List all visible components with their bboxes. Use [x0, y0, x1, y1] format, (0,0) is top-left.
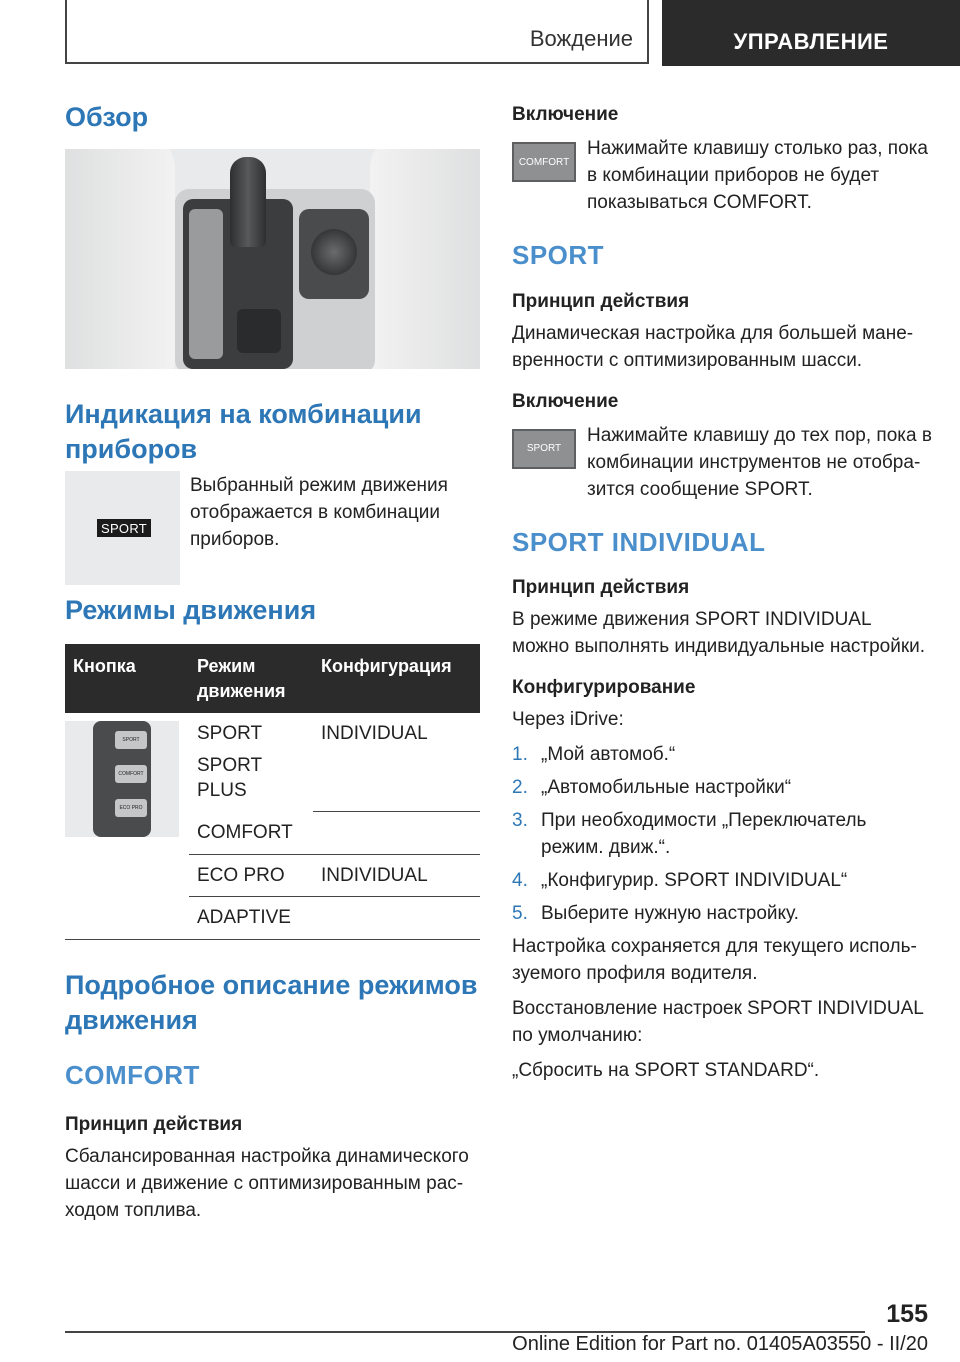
comfort-enable-label: Включение	[512, 104, 619, 125]
comfort-enable-block	[512, 136, 932, 217]
config-adaptive	[313, 897, 480, 939]
page-number: 155	[886, 1300, 928, 1328]
mode-adaptive: ADAPTIVE	[197, 907, 291, 929]
individual-heading: SPORT INDIVIDUAL	[512, 526, 766, 557]
drive-mode-buttons	[189, 209, 223, 359]
page-header	[0, 0, 960, 66]
sport-display-image	[65, 471, 180, 585]
list-item: 4. „Конфигурир. SPORT INDIVIDUAL“	[512, 870, 848, 892]
sport-enable-text: Нажимайте клавишу до тех пор, пока в комбинации инструментов не отобра‐ зится сообщение SPORT.	[587, 424, 932, 500]
button-image-cell	[65, 713, 189, 939]
section-title: Вождение	[529, 26, 633, 51]
comfort-key-image: COMFORT	[512, 142, 576, 182]
indication-block	[65, 471, 480, 585]
config-ecopro: INDIVIDUAL	[313, 854, 480, 897]
sport-principle-text: Динамическая настройка для большей мане‐ вренности с оптимизированным шасси.	[512, 322, 914, 371]
col-mode: Режим движения	[189, 644, 313, 713]
reset-item: „Сбросить на SPORT STANDARD“.	[512, 1059, 820, 1081]
comfort-heading: COMFORT	[65, 1059, 200, 1090]
modes-heading: Режимы движения	[65, 595, 317, 626]
chapter-tab: УПРАВЛЕНИЕ	[662, 0, 960, 66]
config-steps	[512, 742, 932, 928]
config-sport: INDIVIDUAL	[313, 713, 480, 812]
col-button: Кнопка	[65, 644, 189, 713]
mode-ecopro: ECO PRO	[189, 854, 313, 897]
chip-ecopro: ECO PRO	[115, 799, 147, 817]
list-item: 2. „Автомобильные настройки“	[512, 777, 792, 799]
indication-heading: Индикация на комбинации приборов	[65, 399, 422, 465]
detail-heading: Подробное описание режимов движения	[65, 970, 478, 1036]
idrive-controller	[311, 229, 357, 275]
reset-text: Восстановление настроек SPORT INDIVIDUAL по умолчанию:	[512, 998, 924, 1046]
individual-principle-label: Принцип действия	[512, 577, 690, 599]
sport-lcd-label: SPORT	[97, 519, 151, 537]
chip-comfort: COMFORT	[115, 765, 147, 783]
sport-principle-label: Принцип действия	[512, 290, 690, 312]
console-illustration	[65, 149, 480, 369]
mode-sport-plus: SPORT PLUS	[197, 754, 262, 802]
seat-left	[65, 149, 175, 369]
edition-text: Online Edition for Part no. 01405A03550 - II/20	[512, 1333, 928, 1355]
right-column	[512, 100, 932, 1085]
overview-heading: Обзор	[65, 102, 149, 132]
comfort-principle-text: Сбалансированная настройка динамического шасси и движение с оптимизированным рас‐ ходом топлива.	[65, 1146, 469, 1222]
individual-principle-text: В режиме движения SPORT INDIVIDUAL можно выполнять индивидуальные настройки.	[512, 609, 926, 658]
list-item: 1. „Мой автомоб.“	[512, 744, 676, 766]
indication-text: Выбранный режим движения отображается в комбинации приборов.	[190, 475, 448, 551]
seat-right	[370, 149, 480, 369]
section-box	[65, 0, 649, 64]
sport-key-image: SPORT	[512, 429, 576, 469]
mode-sport: SPORT	[197, 722, 263, 744]
comfort-enable-text: Нажимайте клавишу столько раз, пока в комбинации приборов не будет показываться COMFORT.	[587, 138, 928, 213]
table-row	[189, 713, 313, 812]
table-bottom-rule	[65, 939, 480, 940]
config-label: Конфигурирование	[512, 677, 696, 699]
chip-sport: SPORT	[115, 731, 147, 749]
mode-buttons-image	[65, 721, 179, 837]
saved-text: Настройка сохраняется для текущего исполь‐ зуемого профиля водителя.	[512, 936, 917, 985]
via-idrive-text: Через iDrive:	[512, 709, 624, 731]
config-comfort	[313, 812, 480, 854]
mode-comfort: COMFORT	[189, 812, 313, 854]
gear-lever	[230, 157, 266, 247]
parking-brake-button	[237, 309, 281, 353]
col-config: Конфигурация	[313, 644, 480, 713]
list-item: 3. При необходимости „Переключатель режим. движ.“.	[512, 810, 867, 859]
comfort-principle-label: Принцип действия	[65, 1114, 243, 1136]
left-column	[65, 100, 480, 1225]
modes-table	[65, 644, 480, 940]
sport-heading: SPORT	[512, 239, 605, 270]
sport-enable-label: Включение	[512, 390, 619, 412]
sport-enable-block	[512, 423, 932, 504]
list-item: 5. Выберите нужную настройку.	[512, 903, 799, 925]
